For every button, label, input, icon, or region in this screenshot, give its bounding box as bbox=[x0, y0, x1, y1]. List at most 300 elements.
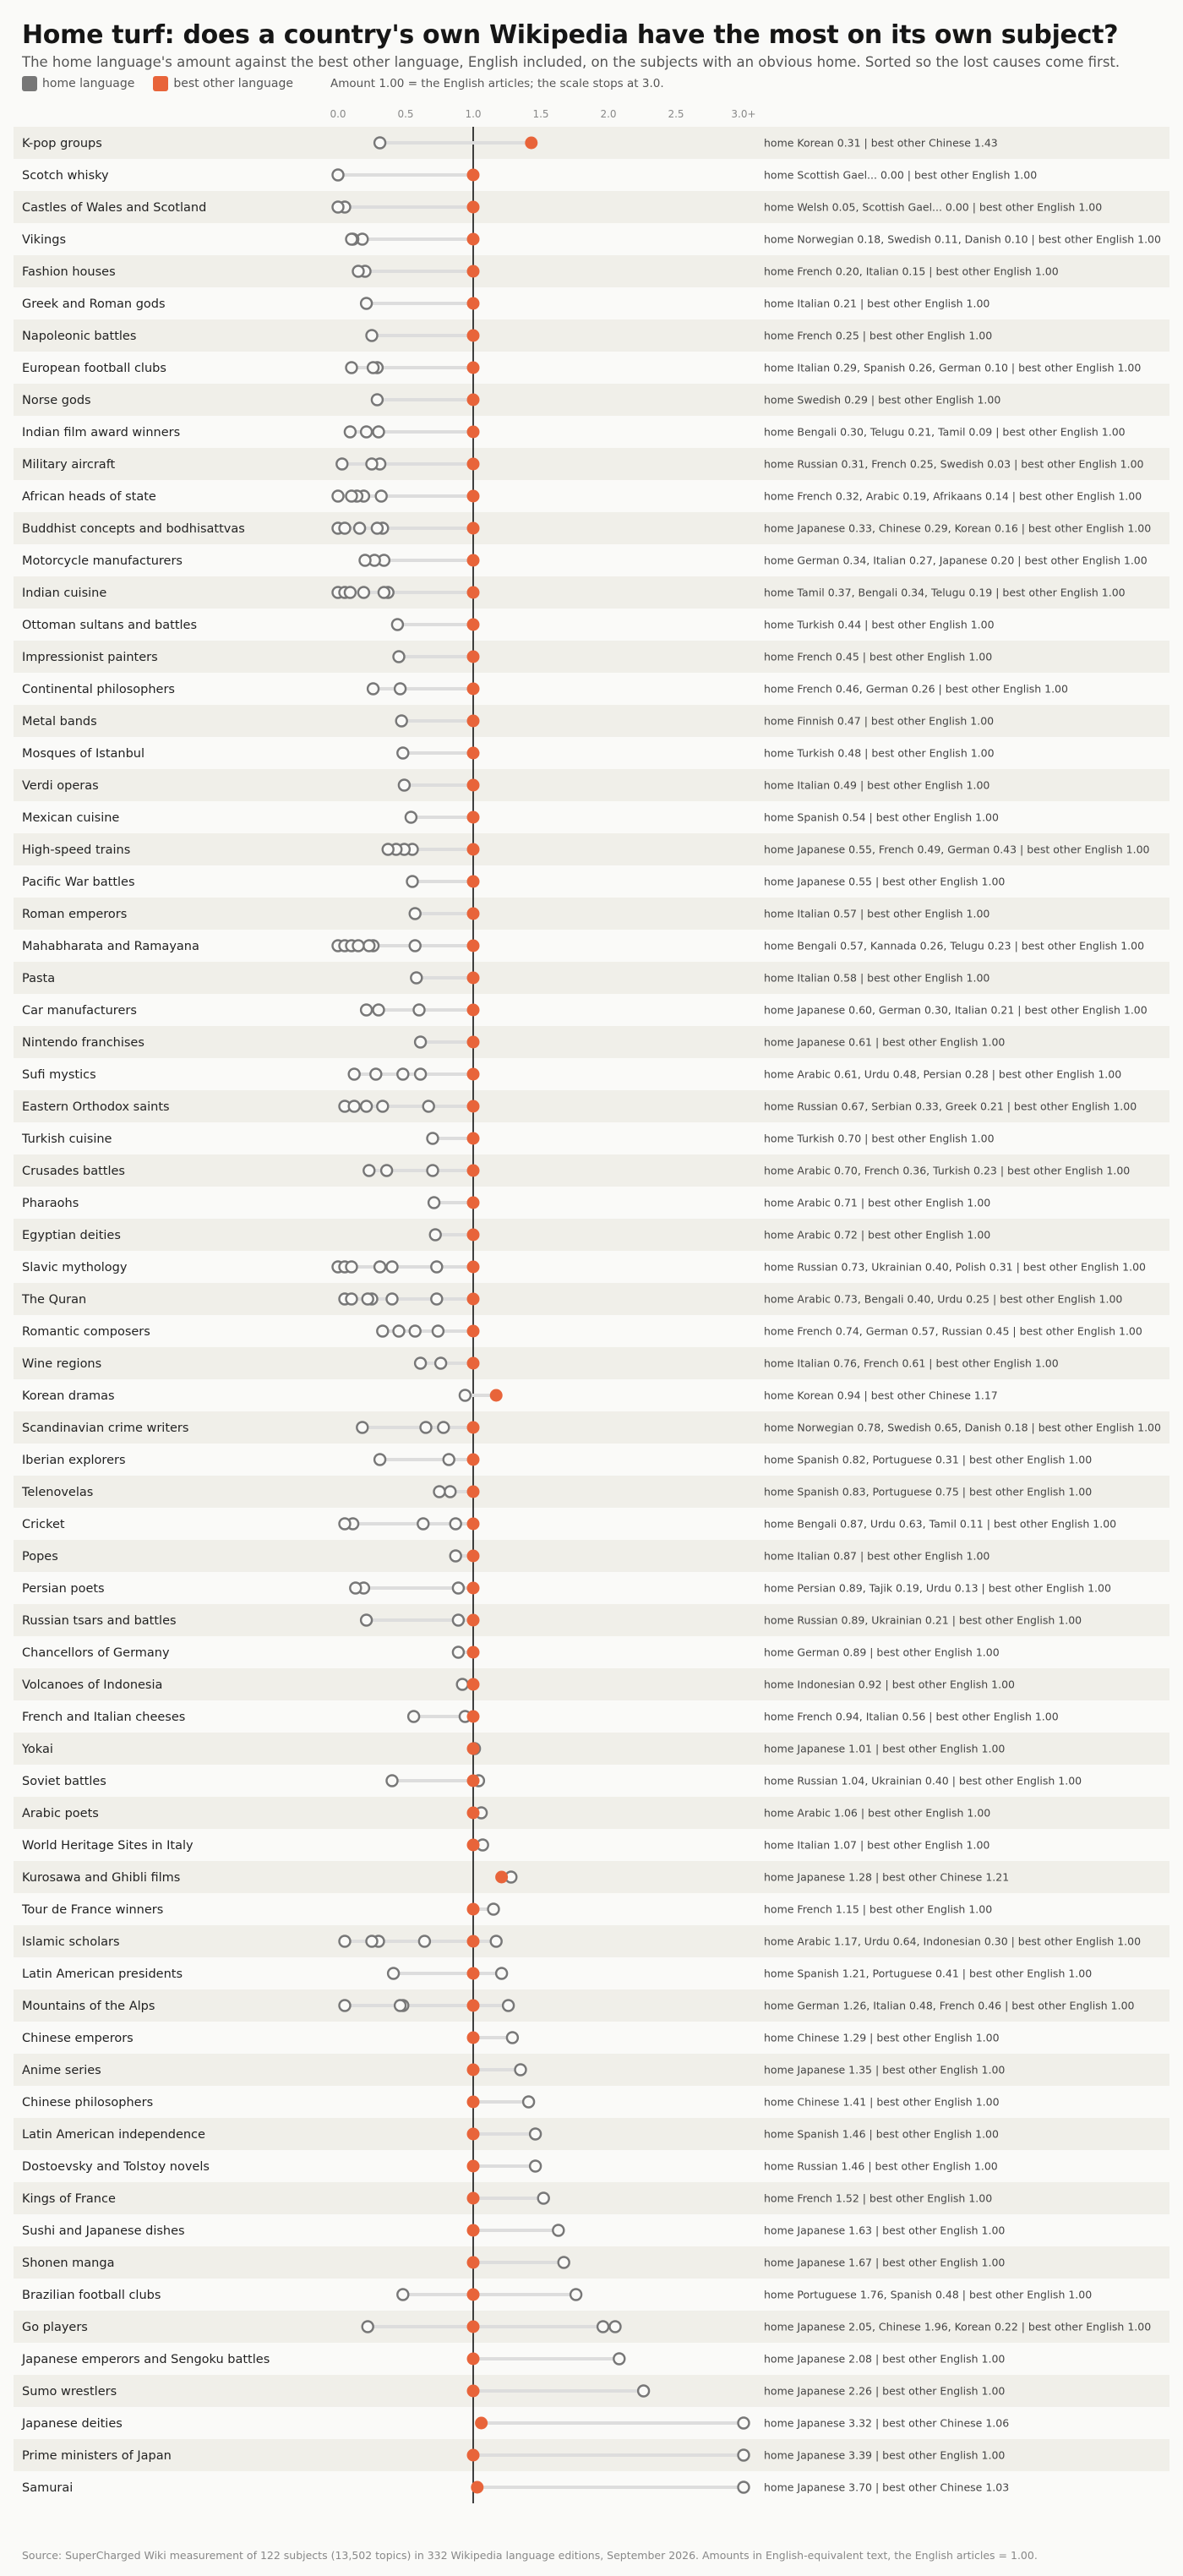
row-band bbox=[14, 319, 1169, 352]
row-annotation: home Japanese 3.70 | best other Chinese 1.03 bbox=[764, 2480, 1010, 2494]
row-annotation: home Italian 0.87 | best other English 1.00 bbox=[764, 1549, 990, 1563]
home-dot bbox=[434, 1487, 445, 1498]
home-dot bbox=[377, 1326, 388, 1337]
row-label: K-pop groups bbox=[22, 137, 102, 150]
home-dot bbox=[444, 1487, 455, 1498]
home-dot bbox=[488, 1904, 499, 1915]
row-label: Japanese emperors and Sengoku battles bbox=[22, 2353, 270, 2366]
best-other-dot bbox=[467, 1935, 480, 1948]
row-label: Shonen manga bbox=[22, 2257, 115, 2270]
best-other-dot bbox=[467, 1967, 480, 1980]
home-dot bbox=[346, 363, 357, 374]
home-dot bbox=[361, 1005, 372, 1016]
best-other-dot bbox=[467, 522, 480, 535]
home-dot bbox=[423, 1101, 434, 1112]
row-annotation: home Spanish 0.83, Portuguese 0.75 | best other English 1.00 bbox=[764, 1485, 1093, 1498]
row-annotation: home Scottish Gael... 0.00 | best other English 1.00 bbox=[764, 168, 1038, 182]
best-other-dot bbox=[467, 265, 480, 278]
home-dot bbox=[410, 909, 421, 920]
row-band bbox=[14, 962, 1169, 994]
home-dot bbox=[374, 1262, 385, 1273]
row-annotation: home Korean 0.94 | best other Chinese 1.17 bbox=[764, 1389, 998, 1402]
best-other-dot bbox=[467, 2257, 480, 2269]
row-label: Korean dramas bbox=[22, 1389, 115, 1403]
row-annotation: home German 0.89 | best other English 1.00 bbox=[764, 1645, 1000, 1659]
row-annotation: home Spanish 1.46 | best other English 1.00 bbox=[764, 2127, 999, 2141]
row-annotation: home Finnish 0.47 | best other English 1.00 bbox=[764, 714, 995, 728]
home-dot bbox=[333, 202, 344, 213]
row-annotation: home Swedish 0.29 | best other English 1.00 bbox=[764, 393, 1001, 407]
row-label: Scotch whisky bbox=[22, 169, 109, 183]
x-tick-label: 2.0 bbox=[600, 108, 617, 120]
best-other-dot bbox=[467, 940, 480, 952]
row-label: Latin American independence bbox=[22, 2128, 205, 2142]
row-annotation: home Japanese 3.39 | best other English 1.00 bbox=[764, 2448, 1006, 2462]
row-annotation: home French 0.74, German 0.57, Russian 0.45 | best other English 1.00 bbox=[764, 1324, 1142, 1338]
row-annotation: home Italian 0.76, French 0.61 | best other English 1.00 bbox=[764, 1356, 1059, 1370]
row-band bbox=[14, 2182, 1169, 2214]
home-dot bbox=[349, 1101, 360, 1112]
home-dot bbox=[433, 1326, 444, 1337]
row-annotation: home Norwegian 0.18, Swedish 0.11, Danish 0.10 | best other English 1.00 bbox=[764, 232, 1161, 246]
row-label: Chinese emperors bbox=[22, 2032, 134, 2045]
chart-subtitle: The home language's amount against the best other language, English included, on the subjects with an obvious home. Sorted so the lost causes come first. bbox=[22, 54, 1120, 70]
row-annotation: home Japanese 3.32 | best other Chinese 1.06 bbox=[764, 2416, 1010, 2430]
best-other-dot bbox=[467, 1775, 480, 1787]
home-dot bbox=[739, 2482, 750, 2493]
best-other-dot bbox=[467, 2192, 480, 2205]
row-annotation: home Welsh 0.05, Scottish Gael... 0.00 | best other English 1.00 bbox=[764, 200, 1103, 214]
home-dot bbox=[370, 1069, 381, 1080]
row-label: Persian poets bbox=[22, 1582, 105, 1596]
row-annotation: home Arabic 0.70, French 0.36, Turkish 0.23 | best other English 1.00 bbox=[764, 1164, 1131, 1177]
row-annotation: home Turkish 0.48 | best other English 1.00 bbox=[764, 746, 995, 760]
x-tick-label: 1.5 bbox=[532, 108, 549, 120]
home-dot bbox=[450, 1551, 461, 1562]
home-dot bbox=[415, 1069, 426, 1080]
best-other-dot bbox=[467, 2096, 480, 2109]
row-label: Pacific War battles bbox=[22, 876, 135, 889]
row-label: Sushi and Japanese dishes bbox=[22, 2224, 185, 2238]
row-label: Vikings bbox=[22, 233, 67, 247]
row-band bbox=[14, 705, 1169, 737]
home-dot bbox=[570, 2289, 581, 2300]
row-annotation: home Italian 0.21 | best other English 1.00 bbox=[764, 297, 990, 310]
home-dot bbox=[346, 1294, 357, 1305]
best-other-dot bbox=[467, 2032, 480, 2044]
home-dot bbox=[345, 427, 356, 438]
home-dot bbox=[363, 1294, 373, 1305]
best-other-dot bbox=[467, 1004, 480, 1017]
x-tick-label: 0.5 bbox=[397, 108, 414, 120]
row-band bbox=[14, 641, 1169, 673]
home-dot bbox=[336, 459, 347, 470]
row-label: Japanese deities bbox=[22, 2417, 123, 2431]
best-other-dot bbox=[471, 2481, 483, 2494]
row-label: Verdi operas bbox=[22, 779, 99, 793]
row-label: Metal bands bbox=[22, 715, 97, 729]
best-other-dot bbox=[467, 169, 480, 182]
home-dot bbox=[394, 1326, 405, 1337]
legend-best-label: best other language bbox=[173, 77, 293, 90]
home-dot bbox=[360, 555, 371, 566]
best-other-dot bbox=[467, 1293, 480, 1306]
row-label: Russian tsars and battles bbox=[22, 1614, 177, 1628]
home-dot bbox=[460, 1390, 471, 1401]
home-dot bbox=[340, 1519, 351, 1530]
home-dot bbox=[407, 876, 418, 887]
home-dot bbox=[383, 844, 394, 855]
best-other-dot bbox=[467, 1614, 480, 1627]
home-dot bbox=[438, 1422, 449, 1433]
home-dot bbox=[428, 1198, 439, 1209]
home-dot bbox=[346, 491, 357, 502]
home-dot bbox=[387, 1776, 398, 1787]
best-other-dot bbox=[467, 908, 480, 920]
home-dot bbox=[431, 1262, 442, 1273]
best-other-dot bbox=[467, 362, 480, 374]
row-label: Norse gods bbox=[22, 394, 91, 407]
row-annotation: home Russian 0.73, Ukrainian 0.40, Polish 0.31 | best other English 1.00 bbox=[764, 1260, 1146, 1274]
home-dot bbox=[453, 1615, 464, 1626]
row-annotation: home Indonesian 0.92 | best other English 1.00 bbox=[764, 1678, 1015, 1691]
row-label: Napoleonic battles bbox=[22, 330, 137, 343]
home-dot bbox=[363, 2322, 373, 2333]
home-dot bbox=[435, 1358, 446, 1369]
row-annotation: home Chinese 1.29 | best other English 1.00 bbox=[764, 2031, 1000, 2044]
row-label: Yokai bbox=[22, 1743, 53, 1756]
row-annotation: home Persian 0.89, Tajik 0.19, Urdu 0.13 | best other English 1.00 bbox=[764, 1581, 1111, 1595]
home-dot bbox=[367, 459, 378, 470]
best-other-dot bbox=[467, 1261, 480, 1274]
row-label: Mountains of the Alps bbox=[22, 2000, 155, 2013]
home-dot bbox=[387, 1294, 398, 1305]
row-label: Sumo wrestlers bbox=[22, 2385, 117, 2399]
best-other-dot bbox=[467, 2064, 480, 2077]
best-other-dot bbox=[467, 1807, 480, 1820]
row-band bbox=[14, 1540, 1169, 1572]
home-dot bbox=[354, 523, 365, 534]
home-dot bbox=[395, 2000, 406, 2011]
row-annotation: home Russian 1.46 | best other English 1.00 bbox=[764, 2159, 998, 2173]
best-other-dot bbox=[467, 1132, 480, 1145]
chart-title: Home turf: does a country's own Wikipedia have the most on its own subject? bbox=[22, 20, 1119, 50]
best-other-dot bbox=[467, 1839, 480, 1852]
home-dot bbox=[367, 1936, 378, 1947]
row-label: Mahabharata and Ramayana bbox=[22, 940, 199, 953]
best-other-dot bbox=[467, 1068, 480, 1081]
home-dot bbox=[396, 716, 407, 727]
home-dot bbox=[363, 1165, 374, 1176]
home-dot bbox=[363, 941, 374, 952]
row-label: Go players bbox=[22, 2321, 88, 2334]
row-label: Samurai bbox=[22, 2481, 74, 2495]
home-dot bbox=[597, 2322, 608, 2333]
best-other-dot bbox=[467, 1711, 480, 1723]
row-annotation: home Japanese 1.28 | best other Chinese 1.21 bbox=[764, 1870, 1010, 1884]
home-dot bbox=[397, 748, 408, 759]
home-dot bbox=[410, 941, 421, 952]
best-other-dot bbox=[467, 779, 480, 792]
row-annotation: home Italian 0.57 | best other English 1.00 bbox=[764, 907, 990, 920]
row-label: Tour de France winners bbox=[22, 1903, 164, 1917]
row-label: Anime series bbox=[22, 2064, 101, 2077]
home-dot bbox=[553, 2225, 564, 2236]
row-annotation: home French 0.32, Arabic 0.19, Afrikaans 0.14 | best other English 1.00 bbox=[764, 489, 1142, 503]
home-dot bbox=[372, 395, 383, 406]
best-other-dot bbox=[467, 2000, 480, 2012]
row-label: Indian cuisine bbox=[22, 587, 107, 600]
home-dot bbox=[381, 1165, 392, 1176]
row-annotation: home Italian 1.07 | best other English 1.00 bbox=[764, 1838, 990, 1852]
home-dot bbox=[358, 587, 369, 598]
row-annotation: home Russian 0.31, French 0.25, Swedish 0.03 | best other English 1.00 bbox=[764, 457, 1144, 471]
best-other-dot bbox=[467, 490, 480, 503]
best-other-dot bbox=[467, 201, 480, 214]
row-annotation: home Japanese 2.26 | best other English 1.00 bbox=[764, 2384, 1006, 2398]
row-annotation: home Japanese 2.05, Chinese 1.96, Korean 0.22 | best other English 1.00 bbox=[764, 2320, 1152, 2333]
row-annotation: home Arabic 0.72 | best other English 1.00 bbox=[764, 1228, 991, 1242]
row-label: Turkish cuisine bbox=[22, 1132, 112, 1146]
home-dot bbox=[428, 1133, 439, 1144]
row-label: Buddhist concepts and bodhisattvas bbox=[22, 522, 245, 536]
row-label: Islamic scholars bbox=[22, 1935, 120, 1949]
best-other-dot bbox=[467, 554, 480, 567]
row-label: Eastern Orthodox saints bbox=[22, 1100, 170, 1114]
home-dot bbox=[739, 2418, 750, 2429]
row-label: Soviet battles bbox=[22, 1775, 106, 1788]
row-annotation: home Tamil 0.37, Bengali 0.34, Telugu 0.19 | best other English 1.00 bbox=[764, 586, 1126, 599]
row-annotation: home French 0.20, Italian 0.15 | best other English 1.00 bbox=[764, 265, 1059, 278]
best-other-dot bbox=[467, 1903, 480, 1916]
row-annotation: home Russian 0.67, Serbian 0.33, Greek 0.21 | best other English 1.00 bbox=[764, 1100, 1137, 1113]
row-annotation: home French 0.25 | best other English 1.00 bbox=[764, 329, 993, 342]
home-dot bbox=[421, 1422, 432, 1433]
row-annotation: home Arabic 0.73, Bengali 0.40, Urdu 0.25 | best other English 1.00 bbox=[764, 1292, 1123, 1306]
row-annotation: home Japanese 0.60, German 0.30, Italian 0.21 | best other English 1.00 bbox=[764, 1003, 1148, 1017]
row-label: Chancellors of Germany bbox=[22, 1646, 170, 1660]
home-dot bbox=[340, 2000, 351, 2011]
home-dot bbox=[538, 2193, 549, 2204]
row-label: Impressionist painters bbox=[22, 651, 158, 664]
row-label: Mexican cuisine bbox=[22, 811, 120, 825]
row-band bbox=[14, 1797, 1169, 1829]
row-label: Kurosawa and Ghibli films bbox=[22, 1871, 181, 1885]
home-dot bbox=[411, 973, 422, 984]
row-annotation: home Japanese 0.33, Chinese 0.29, Korean 0.16 | best other English 1.00 bbox=[764, 521, 1152, 535]
row-label: Volcanoes of Indonesia bbox=[22, 1678, 163, 1692]
row-label: Latin American presidents bbox=[22, 1967, 183, 1981]
legend-home-label: home language bbox=[42, 77, 135, 90]
row-annotation: home Japanese 2.08 | best other English 1.00 bbox=[764, 2352, 1006, 2366]
row-annotation: home Arabic 0.61, Urdu 0.48, Persian 0.28 | best other English 1.00 bbox=[764, 1067, 1122, 1081]
home-dot bbox=[453, 1647, 464, 1658]
row-label: Castles of Wales and Scotland bbox=[22, 201, 207, 215]
row-annotation: home Russian 1.04, Ukrainian 0.40 | best other English 1.00 bbox=[764, 1774, 1082, 1787]
row-annotation: home Spanish 0.54 | best other English 1.00 bbox=[764, 810, 999, 824]
row-annotation: home Italian 0.29, Spanish 0.26, German 0.10 | best other English 1.00 bbox=[764, 361, 1142, 374]
home-dot bbox=[368, 363, 379, 374]
row-label: Military aircraft bbox=[22, 458, 116, 472]
best-other-dot bbox=[467, 2160, 480, 2173]
row-label: Pharaohs bbox=[22, 1197, 79, 1210]
best-other-dot bbox=[467, 426, 480, 439]
home-dot bbox=[357, 1422, 368, 1433]
home-dot bbox=[394, 652, 405, 663]
home-dot bbox=[376, 491, 387, 502]
best-other-dot bbox=[467, 233, 480, 246]
home-dot bbox=[450, 1519, 461, 1530]
best-other-dot bbox=[467, 1678, 480, 1691]
best-other-dot bbox=[467, 619, 480, 631]
row-band bbox=[14, 898, 1169, 930]
row-label: Motorcycle manufacturers bbox=[22, 554, 183, 568]
best-other-dot bbox=[467, 843, 480, 856]
best-other-dot bbox=[525, 137, 537, 150]
home-dot bbox=[496, 1968, 507, 1979]
row-label: French and Italian cheeses bbox=[22, 1711, 186, 1724]
best-other-dot bbox=[467, 2385, 480, 2398]
home-dot bbox=[613, 2354, 624, 2365]
best-other-dot bbox=[467, 1743, 480, 1755]
row-annotation: home French 1.15 | best other English 1.00 bbox=[764, 1902, 993, 1916]
row-label: Crusades battles bbox=[22, 1165, 125, 1178]
home-dot bbox=[374, 138, 385, 149]
best-other-dot bbox=[467, 683, 480, 696]
home-dot bbox=[453, 1583, 464, 1594]
row-label: Slavic mythology bbox=[22, 1261, 128, 1274]
row-label: Greek and Roman gods bbox=[22, 297, 166, 311]
home-dot bbox=[353, 941, 364, 952]
home-dot bbox=[507, 2033, 518, 2044]
x-tick-label: 0.0 bbox=[330, 108, 346, 120]
row-annotation: home German 0.34, Italian 0.27, Japanese 0.20 | best other English 1.00 bbox=[764, 554, 1148, 567]
home-dot bbox=[399, 780, 410, 791]
home-dot bbox=[610, 2322, 621, 2333]
home-dot bbox=[559, 2257, 570, 2268]
source-footnote: Source: SuperCharged Wiki measurement of 122 subjects (13,502 topics) in 332 Wikipedia language editions, September 2026. Amounts in English-equivalent text, the English articles = 1.00. bbox=[22, 2549, 1038, 2562]
best-other-dot bbox=[467, 297, 480, 310]
row-annotation: home Portuguese 1.76, Spanish 0.48 | best other English 1.00 bbox=[764, 2288, 1093, 2301]
best-other-dot bbox=[467, 1357, 480, 1370]
row-label: Sufi mystics bbox=[22, 1068, 96, 1082]
row-annotation: home Norwegian 0.78, Swedish 0.65, Danish 0.18 | best other English 1.00 bbox=[764, 1421, 1161, 1434]
best-other-dot bbox=[467, 715, 480, 728]
row-label: Arabic poets bbox=[22, 1807, 99, 1820]
row-label: Roman emperors bbox=[22, 908, 128, 921]
home-dot bbox=[392, 619, 403, 630]
home-dot bbox=[349, 1069, 360, 1080]
best-other-dot bbox=[467, 1518, 480, 1531]
home-dot bbox=[340, 1936, 351, 1947]
row-annotation: home Spanish 1.21, Portuguese 0.41 | best other English 1.00 bbox=[764, 1967, 1093, 1980]
row-annotation: home Turkish 0.70 | best other English 1.00 bbox=[764, 1132, 995, 1145]
row-annotation: home Japanese 0.55 | best other English 1.00 bbox=[764, 875, 1006, 888]
row-annotation: home Japanese 0.55, French 0.49, German 0.43 | best other English 1.00 bbox=[764, 843, 1150, 856]
home-dot bbox=[503, 2000, 514, 2011]
best-other-dot bbox=[467, 458, 480, 471]
best-other-dot bbox=[467, 2128, 480, 2141]
row-label: Romantic composers bbox=[22, 1325, 150, 1339]
home-dot bbox=[373, 1005, 384, 1016]
row-annotation: home Arabic 1.17, Urdu 0.64, Indonesian 0.30 | best other English 1.00 bbox=[764, 1935, 1142, 1948]
best-other-dot bbox=[467, 1550, 480, 1563]
home-dot bbox=[387, 1262, 398, 1273]
x-tick-label: 1.0 bbox=[465, 108, 482, 120]
best-other-dot bbox=[467, 1422, 480, 1434]
row-label: Fashion houses bbox=[22, 265, 116, 279]
row-annotation: home Arabic 1.06 | best other English 1.00 bbox=[764, 1806, 991, 1820]
row-label: High-speed trains bbox=[22, 843, 131, 857]
best-other-dot bbox=[467, 330, 480, 342]
row-label: World Heritage Sites in Italy bbox=[22, 1839, 194, 1853]
home-dot bbox=[374, 1454, 385, 1465]
row-label: Popes bbox=[22, 1550, 58, 1564]
row-label: Egyptian deities bbox=[22, 1229, 121, 1242]
row-annotation: home Arabic 0.71 | best other English 1.00 bbox=[764, 1196, 991, 1209]
row-annotation: home Russian 0.89, Ukrainian 0.21 | best other English 1.00 bbox=[764, 1613, 1082, 1627]
row-label: Telenovelas bbox=[22, 1486, 94, 1499]
row-annotation: home Bengali 0.30, Telugu 0.21, Tamil 0.09 | best other English 1.00 bbox=[764, 425, 1126, 439]
home-dot bbox=[397, 1069, 408, 1080]
home-dot bbox=[361, 298, 372, 309]
home-dot bbox=[377, 1101, 388, 1112]
best-other-dot bbox=[467, 1646, 480, 1659]
row-annotation: home Spanish 0.82, Portuguese 0.31 | best other English 1.00 bbox=[764, 1453, 1093, 1466]
home-dot bbox=[379, 587, 390, 598]
home-dot bbox=[345, 587, 356, 598]
row-annotation: home Bengali 0.57, Kannada 0.26, Telugu 0.23 | best other English 1.00 bbox=[764, 939, 1145, 952]
row-label: Wine regions bbox=[22, 1357, 102, 1371]
row-annotation: home Japanese 0.61 | best other English 1.00 bbox=[764, 1035, 1006, 1049]
best-other-dot bbox=[495, 1871, 508, 1884]
home-dot bbox=[367, 330, 378, 341]
home-dot bbox=[491, 1936, 502, 1947]
best-other-dot bbox=[467, 811, 480, 824]
row-label: Nintendo franchises bbox=[22, 1036, 144, 1050]
home-dot bbox=[350, 1583, 361, 1594]
home-dot bbox=[419, 1936, 430, 1947]
row-annotation: home Turkish 0.44 | best other English 1.00 bbox=[764, 618, 995, 631]
row-band bbox=[14, 769, 1169, 801]
home-dot bbox=[361, 1101, 372, 1112]
row-label: Cricket bbox=[22, 1518, 65, 1531]
row-label: Ottoman sultans and battles bbox=[22, 619, 198, 632]
home-dot bbox=[340, 523, 351, 534]
best-other-dot bbox=[467, 394, 480, 407]
home-dot bbox=[515, 2065, 526, 2076]
row-label: Indian film award winners bbox=[22, 426, 181, 439]
x-tick-label: 3.0+ bbox=[731, 108, 756, 120]
row-label: The Quran bbox=[22, 1293, 87, 1307]
home-dot bbox=[361, 427, 372, 438]
home-dot bbox=[406, 812, 417, 823]
best-other-dot bbox=[467, 876, 480, 888]
home-dot bbox=[530, 2161, 541, 2172]
best-other-dot bbox=[467, 2449, 480, 2462]
home-dot bbox=[373, 427, 384, 438]
row-annotation: home Chinese 1.41 | best other English 1.00 bbox=[764, 2095, 1000, 2109]
home-dot bbox=[346, 234, 357, 245]
home-dot bbox=[408, 1711, 419, 1722]
row-annotation: home French 0.94, Italian 0.56 | best other English 1.00 bbox=[764, 1710, 1059, 1723]
home-dot bbox=[523, 2097, 534, 2108]
row-label: African heads of state bbox=[22, 490, 156, 504]
home-dot bbox=[368, 684, 379, 695]
home-dot bbox=[353, 266, 364, 277]
best-other-dot bbox=[467, 587, 480, 599]
row-annotation: home Italian 0.58 | best other English 1.00 bbox=[764, 971, 990, 985]
